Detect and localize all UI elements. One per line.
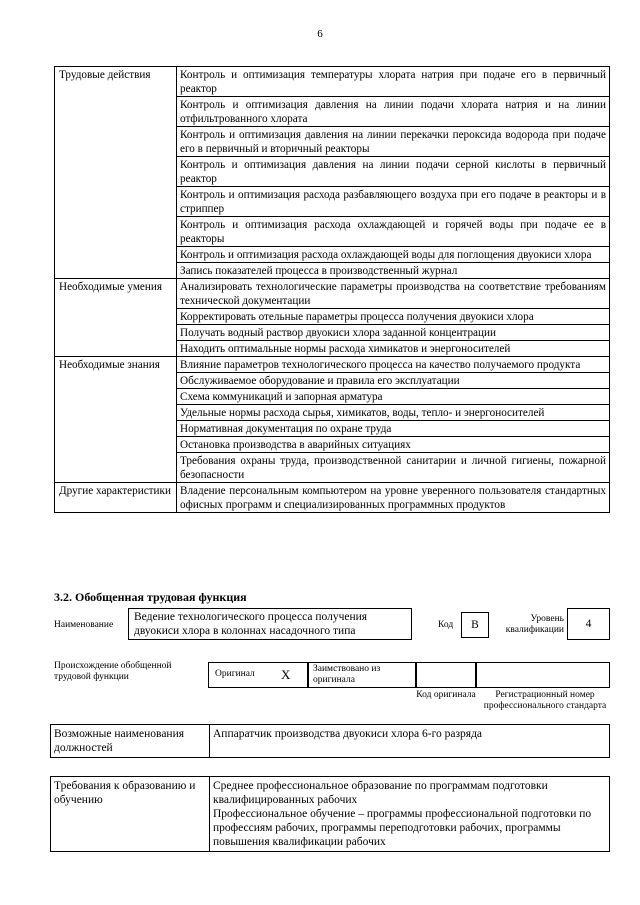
page-number: 6 xyxy=(317,28,323,40)
table-cell: Удельные нормы расхода сырья, химикатов, воды, тепло- и энергоносителей xyxy=(177,405,610,421)
table-cell: Контроль и оптимизация давления на линии подачи серной кислоты в первичный реактор xyxy=(177,157,610,187)
origin-label: Происхождение обобщенной трудовой функции xyxy=(54,661,172,682)
code-original-label: Код оригинала xyxy=(416,690,476,700)
table-cell: Обслуживаемое оборудование и правила его эксплуатации xyxy=(177,373,610,389)
original-label: Оригинал xyxy=(215,669,255,679)
reg-number-label: Регистрационный номер профессионального стандарта xyxy=(483,690,607,711)
table-cell: Анализировать технологические параметры производства на соответствие требованиям технической документации xyxy=(177,279,610,309)
table-cell: Влияние параметров технологического процесса на качество получаемого продукта xyxy=(177,357,610,373)
positions-label: Возможные наименования должностей xyxy=(51,725,210,758)
labor-functions-table xyxy=(54,66,610,513)
table-cell: Контроль и оптимизация расхода охлаждающей и горячей воды при подаче ее в реакторы xyxy=(177,217,610,247)
table-row xyxy=(55,67,610,97)
reg-number-cell xyxy=(476,662,610,688)
group-header: Необходимые знания xyxy=(55,357,177,483)
education-item: Профессиональное обучение – программы профессиональной подготовки по профессиям рабочих, программы переподготовки рабочих, программы повышения квалификации рабочих xyxy=(213,808,592,848)
table-cell: Требования охраны труда, производственной санитарии и личной гигиены, пожарной безопасности xyxy=(177,453,610,483)
positions-value: Аппаратчик производства двуокиси хлора 6-го разряда xyxy=(210,725,610,758)
group-header: Другие характеристики xyxy=(55,483,177,513)
table-cell: Контроль и оптимизация расхода разбавляющего воздуха при его подаче в реакторы и в стриппер xyxy=(177,187,610,217)
education-item: Среднее профессиональное образование по программам подготовки квалифицированных рабочих xyxy=(213,780,548,806)
table-row xyxy=(55,357,610,373)
function-name-box: Ведение технологического процесса получения двуокиси хлора в колоннах насадочного типа xyxy=(128,608,412,640)
table-cell: Контроль и оптимизация давления на линии перекачки пероксида водорода при подаче его в первичный и вторичный реакторы xyxy=(177,127,610,157)
education-table xyxy=(50,776,610,852)
original-mark: X xyxy=(281,667,291,682)
borrowed-cell: Заимствовано из оригинала xyxy=(308,662,416,688)
table-cell: Владение персональным компьютером на уровне уверенного пользователя стандартных офисных программ и специализированных программных продуктов xyxy=(177,483,610,513)
table-cell: Нормативная документация по охране труда xyxy=(177,421,610,437)
code-box: B xyxy=(461,612,489,638)
group-header: Необходимые умения xyxy=(55,279,177,357)
table-row xyxy=(55,279,610,309)
original-cell xyxy=(208,662,308,688)
positions-table xyxy=(50,724,610,758)
code-label: Код xyxy=(438,620,454,630)
table-cell: Контроль и оптимизация давления на линии подачи хлората натрия и на линии отфильтрованного хлората xyxy=(177,97,610,127)
group-header: Трудовые действия xyxy=(55,67,177,279)
table-cell: Контроль и оптимизация расхода охлаждающей воды для поглощения двуокиси хлора xyxy=(177,247,610,263)
table-row xyxy=(55,483,610,513)
table-cell: Запись показателей процесса в производственный журнал xyxy=(177,263,610,279)
level-label: Уровень квалификации xyxy=(505,614,564,635)
code-original-cell xyxy=(416,662,476,688)
table-cell: Остановка производства в аварийных ситуациях xyxy=(177,437,610,453)
education-value xyxy=(210,777,610,852)
name-label: Наименование xyxy=(54,620,114,630)
table-cell: Схема коммуникаций и запорная арматура xyxy=(177,389,610,405)
level-box: 4 xyxy=(567,608,610,640)
table-cell: Корректировать отельные параметры процесса получения двуокиси хлора xyxy=(177,309,610,325)
table-cell: Находить оптимальные нормы расхода химикатов и энергоносителей xyxy=(177,341,610,357)
table-cell: Контроль и оптимизация температуры хлората натрия при подаче его в первичный реактор xyxy=(177,67,610,97)
table-cell: Получать водный раствор двуокиси хлора заданной концентрации xyxy=(177,325,610,341)
section-title: 3.2. Обобщенная трудовая функция xyxy=(54,590,247,604)
education-label: Требования к образованию и обучению xyxy=(51,777,210,852)
